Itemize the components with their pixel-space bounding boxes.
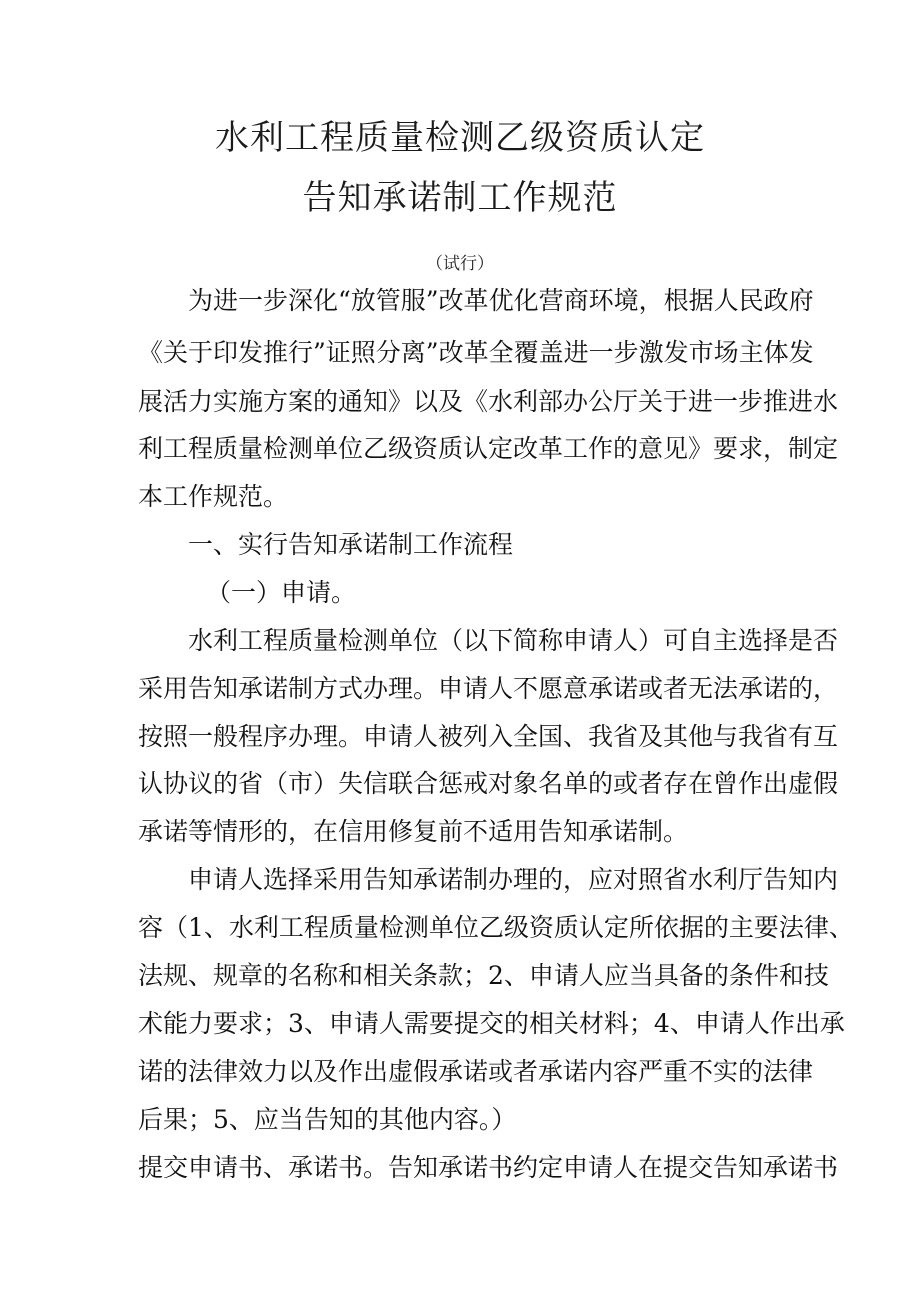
paragraph-line: 利工程质量检测单位乙级资质认定改革工作的意见》要求，制定: [138, 434, 839, 463]
paragraph-line: 展活力实施方案的通知》以及《水利部办公厅关于进一步推进水: [138, 387, 839, 416]
paragraph-line: 采用告知承诺制方式办理。申请人不愿意承诺或者无法承诺的，: [138, 674, 839, 703]
section-heading: 一、实行告知承诺制工作流程: [188, 530, 514, 559]
paragraph-line: 申请人选择采用告知承诺制办理的，应对照省水利厅告知内: [188, 865, 839, 894]
paragraph-line: 承诺等情形的，在信用修复前不适用告知承诺制。: [138, 817, 689, 846]
paragraph-line: 水利工程质量检测单位（以下简称申请人）可自主选择是否: [188, 626, 839, 655]
document-title-line-2: 告知承诺制工作规范: [302, 178, 618, 218]
paragraph-line: 术能力要求；3、申请人需要提交的相关材料；4、申请人作出承: [138, 1009, 845, 1038]
paragraph-line: 法规、规章的名称和相关条款；2、申请人应当具备的条件和技: [138, 961, 829, 990]
paragraph-line: 提交申请书、承诺书。告知承诺书约定申请人在提交告知承诺书: [138, 1153, 839, 1182]
paragraph-line: 诺的法律效力以及作出虚假承诺或者承诺内容严重不实的法律: [138, 1057, 814, 1086]
paragraph-line: 按照一般程序办理。申请人被列入全国、我省及其他与我省有互: [138, 722, 839, 751]
paragraph-line: 为进一步深化“放管服”改革优化营商环境，根据人民政府: [188, 286, 814, 315]
document-subtitle: （试行）: [426, 254, 494, 274]
paragraph-line: 本工作规范。: [138, 482, 289, 511]
paragraph-line: 后果；5、应当告知的其他内容。）: [138, 1105, 517, 1134]
paragraph-line: 容（1、水利工程质量检测单位乙级资质认定所依据的主要法律、: [138, 913, 854, 942]
paragraph-line: 认协议的省（市）失信联合惩戒对象名单的或者存在曾作出虚假: [138, 769, 839, 798]
paragraph-line: 《关于印发推行”证照分离”改革全覆盖进一步激发市场主体发: [138, 338, 814, 367]
subsection-heading: （一）申请。: [206, 578, 357, 607]
document-title-line-1: 水利工程质量检测乙级资质认定: [215, 118, 705, 158]
